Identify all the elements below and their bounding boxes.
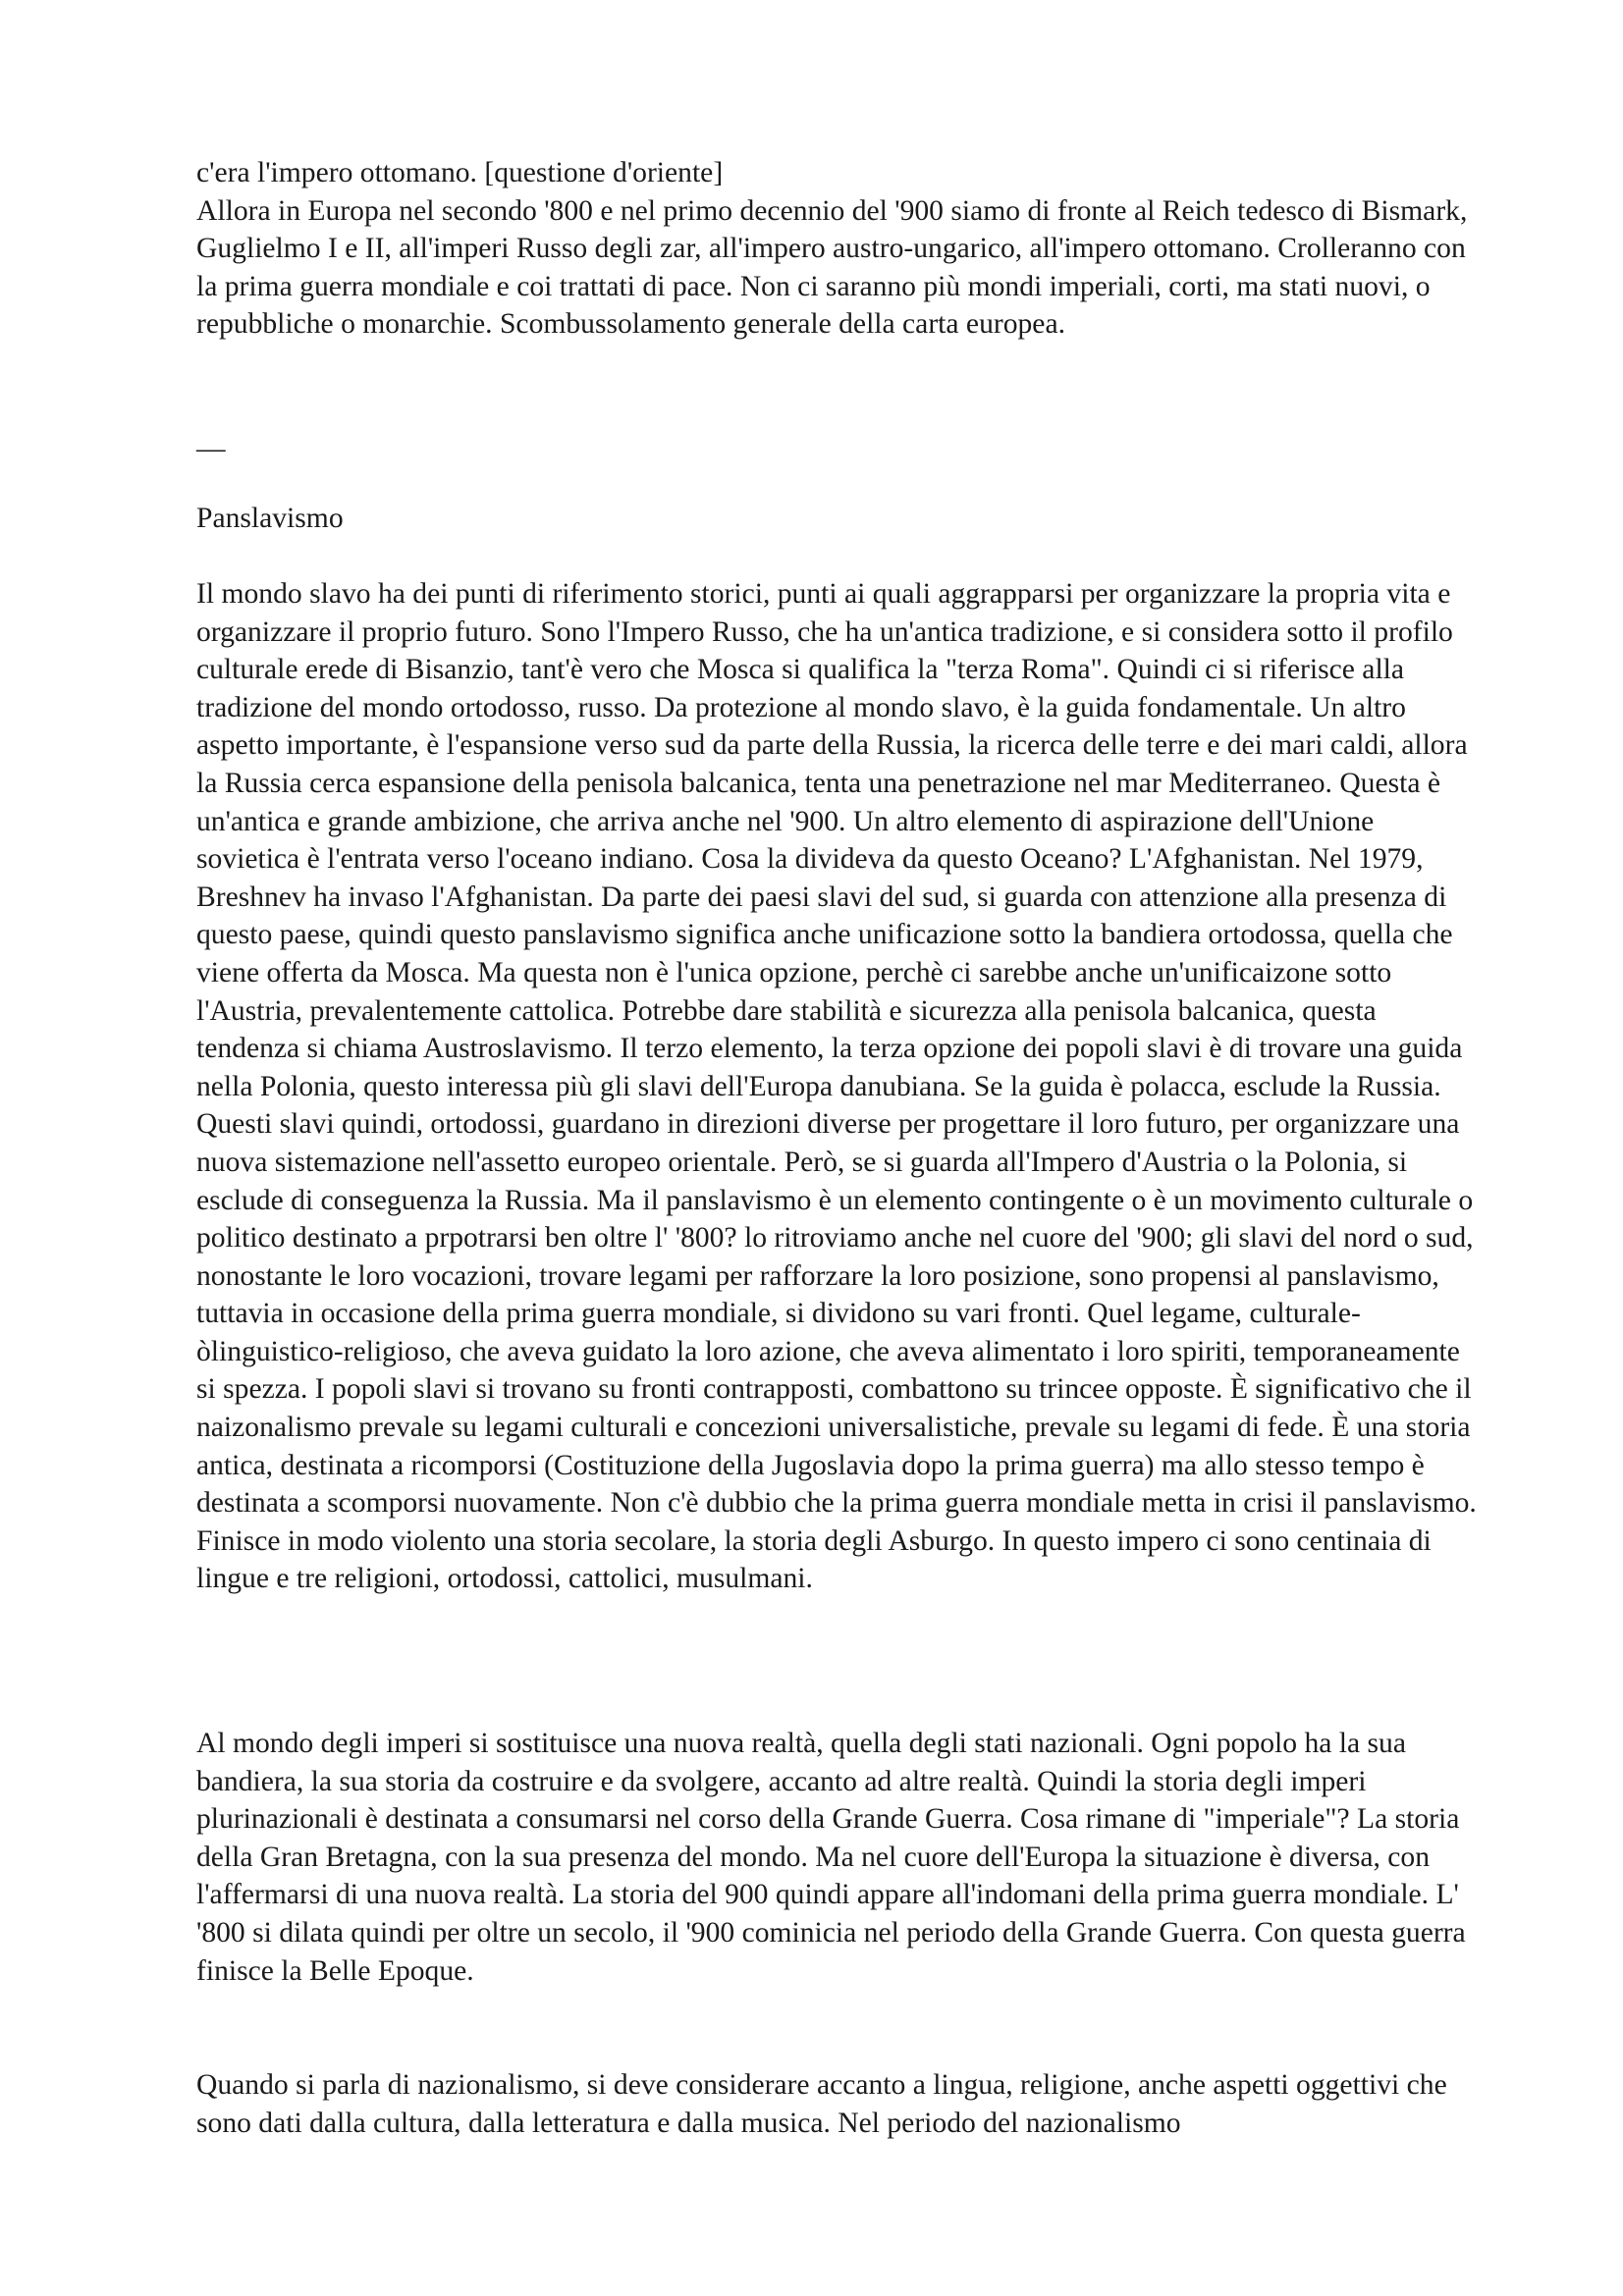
section-title: Panslavismo [196,503,344,534]
intro-first-line: c'era l'impero ottomano. [questione d'oriente] [196,157,724,188]
paragraph-panslavismo: Il mondo slavo ha dei punti di riferimento storici, punti ai quali aggrapparsi per organizzare la propria vita e organizzare il proprio futuro. Sono l'Impero Russo, che ha un'antica tradizione, e si considera sotto il profilo culturale erede di Bisanzio, tant'è vero che Mosca si qualifica la "terza Roma". Quindi ci si riferisce alla tradizione del mondo ortodosso, russo. Da protezione al mondo slavo, è la guida fondamentale. Un altro aspetto importante, è l'espansione verso sud da parte della Russia, la ricerca delle terre e dei mari caldi, allora la Russia cerca espansione della penisola balcanica, tenta una penetrazione nel mar Mediterraneo. Questa è un'antica e grande ambizione, che arriva anche nel '900. Un altro elemento di aspirazione dell'Unione sovietica è l'entrata verso l'oceano indiano. Cosa la divideva da questo Oceano? L'Afghanistan. Nel 1979, Breshnev ha invaso l'Afghanistan. Da parte dei paesi slavi del sud, si guarda con attenzione alla presenza di questo paese, quindi questo panslavismo significa anche unificazione sotto la bandiera ortodossa, quella che viene offerta da Mosca. Ma questa non è l'unica opzione, perchè ci sarebbe anche un'unificaizone sotto l'Austria, prevalentemente cattolica. Potrebbe dare stabilità e sicurezza alla penisola balcanica, questa tendenza si chiama Austroslavismo. Il terzo elemento, la terza opzione dei popoli slavi è di trovare una guida nella Polonia, questo interessa più gli slavi dell'Europa danubiana. Se la guida è polacca, esclude la Russia. Questi slavi quindi, ortodossi, guardano in direzioni diverse per progettare il loro futuro, per organizzare una nuova sistemazione nell'assetto europeo orientale. Però, se si guarda all'Impero d'Austria o la Polonia, si esclude di conseguenza la Russia. Ma il panslavismo è un elemento contingente o è un movimento culturale o politico destinato a prpotrarsi ben oltre l' '800? lo ritroviamo anche nel cuore del '900; gli slavi del nord o sud, nonostante le loro vocazioni, trovare legami per rafforzare la loro posizione, sono propensi al panslavismo, tuttavia in occasione della prima guerra mondiale, si dividono su vari fronti. Quel legame, culturale-òlinguistico-religioso, che aveva guidato la loro azione, che aveva alimentato i loro spiriti, temporaneamente si spezza. I popoli slavi si trovano su fronti contrapposti, combattono su trincee opposte. È significativo che il naizonalismo prevale su legami culturali e concezioni universalistiche, prevale su legami di fede. È una storia antica, destinata a ricomporsi (Costituzione della Jugoslavia dopo la prima guerra) ma allo stesso tempo è destinata a scomporsi nuovamente. Non c'è dubbio che la prima guerra mondiale metta in crisi il panslavismo. Finisce in modo violento una storia secolare, la storia degli Asburgo. In questo impero ci sono centinaia di lingue e tre religioni, ortodossi, cattolici, musulmani. [196,578,1477,1595]
intro-paragraph: Allora in Europa nel secondo '800 e nel primo decennio del '900 siamo di fronte al Reich tedesco di Bismark, Guglielmo I e II, all'imperi Russo degli zar, all'impero austro-ungarico, all'impero ottomano. Crolleranno con la prima guerra mondiale e coi trattati di pace. Non ci saranno più mondi imperiali, corti, ma stati nuovi, o repubbliche o monarchie. Scombussolamento generale della carta europea. [196,194,1468,341]
intro-block [196,154,1483,344]
paragraph-stati-nazionali: Al mondo degli imperi si sostituisce una nuova realtà, quella degli stati nazionali. Ogni popolo ha la sua bandiera, la sua storia da costruire e da svolgere, accanto ad altre realtà. Quindi la storia degli imperi plurinazionali è destinata a consumarsi nel corso della Grande Guerra. Cosa rimane di "imperiale"? La storia della Gran Bretagna, con la sua presenza del mondo. Ma nel cuore dell'Europa la situazione è diversa, con l'affermarsi di una nuova realtà. La storia del 900 quindi appare all'indomani della prima guerra mondiale. L' '800 si dilata quindi per oltre un secolo, il '900 cominicia nel periodo della Grande Guerra. Con questa guerra finisce la Belle Epoque. [196,1728,1466,1987]
section-separator: — [196,433,226,464]
paragraph-nazionalismo: Quando si parla di nazionalismo, si deve considerare accanto a lingua, religione, anche aspetti oggettivi che sono dati dalla cultura, dalla letteratura e dalla musica. Nel periodo del nazionalismo [196,2069,1447,2139]
